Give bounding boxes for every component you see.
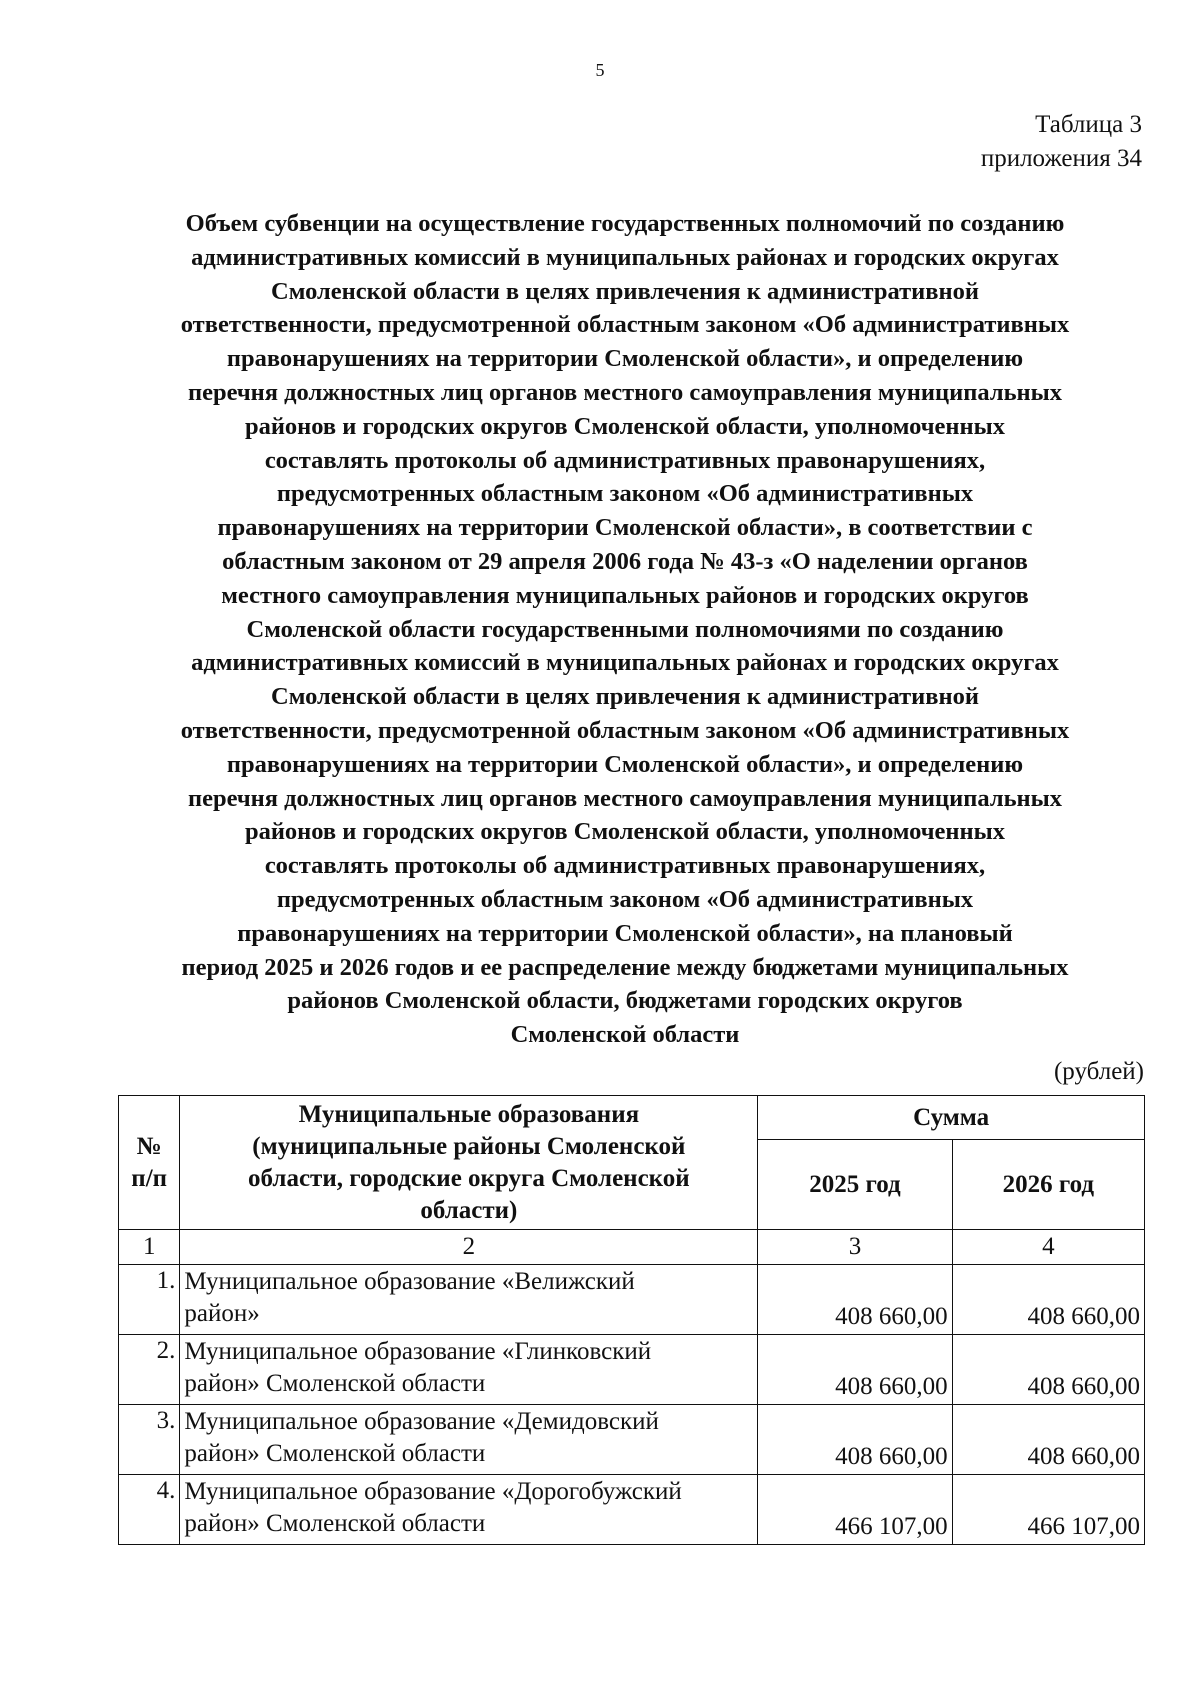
- header-municipality-line: области): [420, 1196, 518, 1224]
- municipality-name-line: район» Смоленской области: [184, 1510, 486, 1537]
- title-line: районов и городских округов Смоленской области, уполномоченных: [244, 412, 1006, 440]
- column-index: 3: [758, 1230, 952, 1265]
- municipality-name-line: Муниципальное образование «Велижский: [184, 1268, 635, 1295]
- municipality-name-line: район»: [184, 1300, 260, 1327]
- title-line: Объем субвенции на осуществление государственных полномочий по созданию: [185, 210, 1065, 237]
- amount-2026: 408 660,00: [952, 1335, 1144, 1405]
- title-line: Смоленской области в целях привлечения к административной: [271, 683, 979, 711]
- header-sum: Сумма: [758, 1096, 1145, 1140]
- title-line: местного самоуправления муниципальных районов и городских округов: [221, 581, 1029, 609]
- header-year-2026: 2026 год: [952, 1140, 1144, 1230]
- header-year-2025: 2025 год: [758, 1140, 952, 1230]
- column-index: 1: [119, 1230, 180, 1265]
- municipality-name-line: Муниципальное образование «Глинковский: [184, 1338, 652, 1365]
- amount-2025: 408 660,00: [758, 1405, 952, 1475]
- municipality-name: [180, 1335, 758, 1405]
- title-line: Смоленской области: [510, 1021, 740, 1049]
- title-line: составлять протоколы об административных правонарушениях,: [264, 446, 986, 474]
- row-number: 2.: [119, 1335, 180, 1405]
- title-line: административных комиссий в муниципальных районах и городских округах: [191, 649, 1059, 677]
- title-line: правонарушениях на территории Смоленской области», и определению: [226, 345, 1024, 373]
- municipality-name: [180, 1405, 758, 1475]
- row-number: 3.: [119, 1405, 180, 1475]
- header-number-abbrev: п/п: [131, 1164, 168, 1192]
- header-municipality-line: Муниципальные образования: [298, 1100, 640, 1128]
- subvention-table: [118, 1095, 1145, 1545]
- title-line: районов Смоленской области, бюджетами городских округов: [287, 987, 963, 1015]
- title-line: предусмотренных областным законом «Об административных: [276, 480, 974, 508]
- municipality-name-line: район» Смоленской области: [184, 1440, 486, 1467]
- amount-2026: 408 660,00: [952, 1265, 1144, 1335]
- amount-2025: 408 660,00: [758, 1335, 952, 1405]
- title-line: ответственности, предусмотренной областным законом «Об административных: [180, 716, 1070, 744]
- header-municipality-line: области, городские округа Смоленской: [248, 1164, 690, 1192]
- table-reference-appendix: приложения 34: [980, 145, 1142, 172]
- column-index: 2: [180, 1230, 758, 1265]
- page-number: 5: [595, 60, 605, 80]
- document-title: [95, 207, 1155, 1052]
- header-number: [119, 1096, 180, 1230]
- table-reference-number: Таблица 3: [1035, 111, 1142, 138]
- title-line: Смоленской области государственными полномочиями по созданию: [246, 615, 1004, 643]
- municipality-name: [180, 1265, 758, 1335]
- table-row: [119, 1335, 1145, 1405]
- header-municipality-line: (муниципальные районы Смоленской: [252, 1132, 686, 1160]
- table-row: [119, 1405, 1145, 1475]
- title-line: правонарушениях на территории Смоленской области», и определению: [226, 750, 1024, 778]
- title-line: ответственности, предусмотренной областным законом «Об административных: [180, 311, 1070, 339]
- column-index-row: [119, 1230, 1145, 1265]
- title-line: предусмотренных областным законом «Об административных: [276, 885, 974, 913]
- title-line: перечня должностных лиц органов местного самоуправления муниципальных: [187, 784, 1063, 812]
- title-line: правонарушениях на территории Смоленской области», в соответствии с: [217, 514, 1033, 542]
- table-reference: [981, 108, 1142, 176]
- municipality-name: [180, 1475, 758, 1545]
- units-label: (рублей): [1053, 1058, 1144, 1085]
- title-line: административных комиссий в муниципальных районах и городских округах: [191, 243, 1059, 271]
- header-municipality: [180, 1096, 758, 1230]
- amount-2026: 408 660,00: [952, 1405, 1144, 1475]
- table-header-row: [119, 1096, 1145, 1140]
- header-number-symbol: №: [136, 1132, 162, 1160]
- row-number: 1.: [119, 1265, 180, 1335]
- title-line: районов и городских округов Смоленской области, уполномоченных: [244, 818, 1006, 846]
- amount-2025: 408 660,00: [758, 1265, 952, 1335]
- amount-2025: 466 107,00: [758, 1475, 952, 1545]
- title-line: период 2025 и 2026 годов и ее распределение между бюджетами муниципальных: [181, 953, 1069, 981]
- title-line: составлять протоколы об административных правонарушениях,: [264, 852, 986, 880]
- title-line: перечня должностных лиц органов местного самоуправления муниципальных: [187, 378, 1063, 406]
- row-number: 4.: [119, 1475, 180, 1545]
- municipality-name-line: Муниципальное образование «Дорогобужский: [184, 1478, 682, 1505]
- title-line: правонарушениях на территории Смоленской области», на плановый: [237, 919, 1013, 947]
- municipality-name-line: Муниципальное образование «Демидовский: [184, 1408, 659, 1435]
- title-line: областным законом от 29 апреля 2006 года № 43-з «О наделении органов: [222, 547, 1028, 575]
- table-row: [119, 1475, 1145, 1545]
- column-index: 4: [952, 1230, 1144, 1265]
- amount-2026: 466 107,00: [952, 1475, 1144, 1545]
- municipality-name-line: район» Смоленской области: [184, 1370, 486, 1397]
- title-line: Смоленской области в целях привлечения к административной: [271, 277, 979, 305]
- table-row: [119, 1265, 1145, 1335]
